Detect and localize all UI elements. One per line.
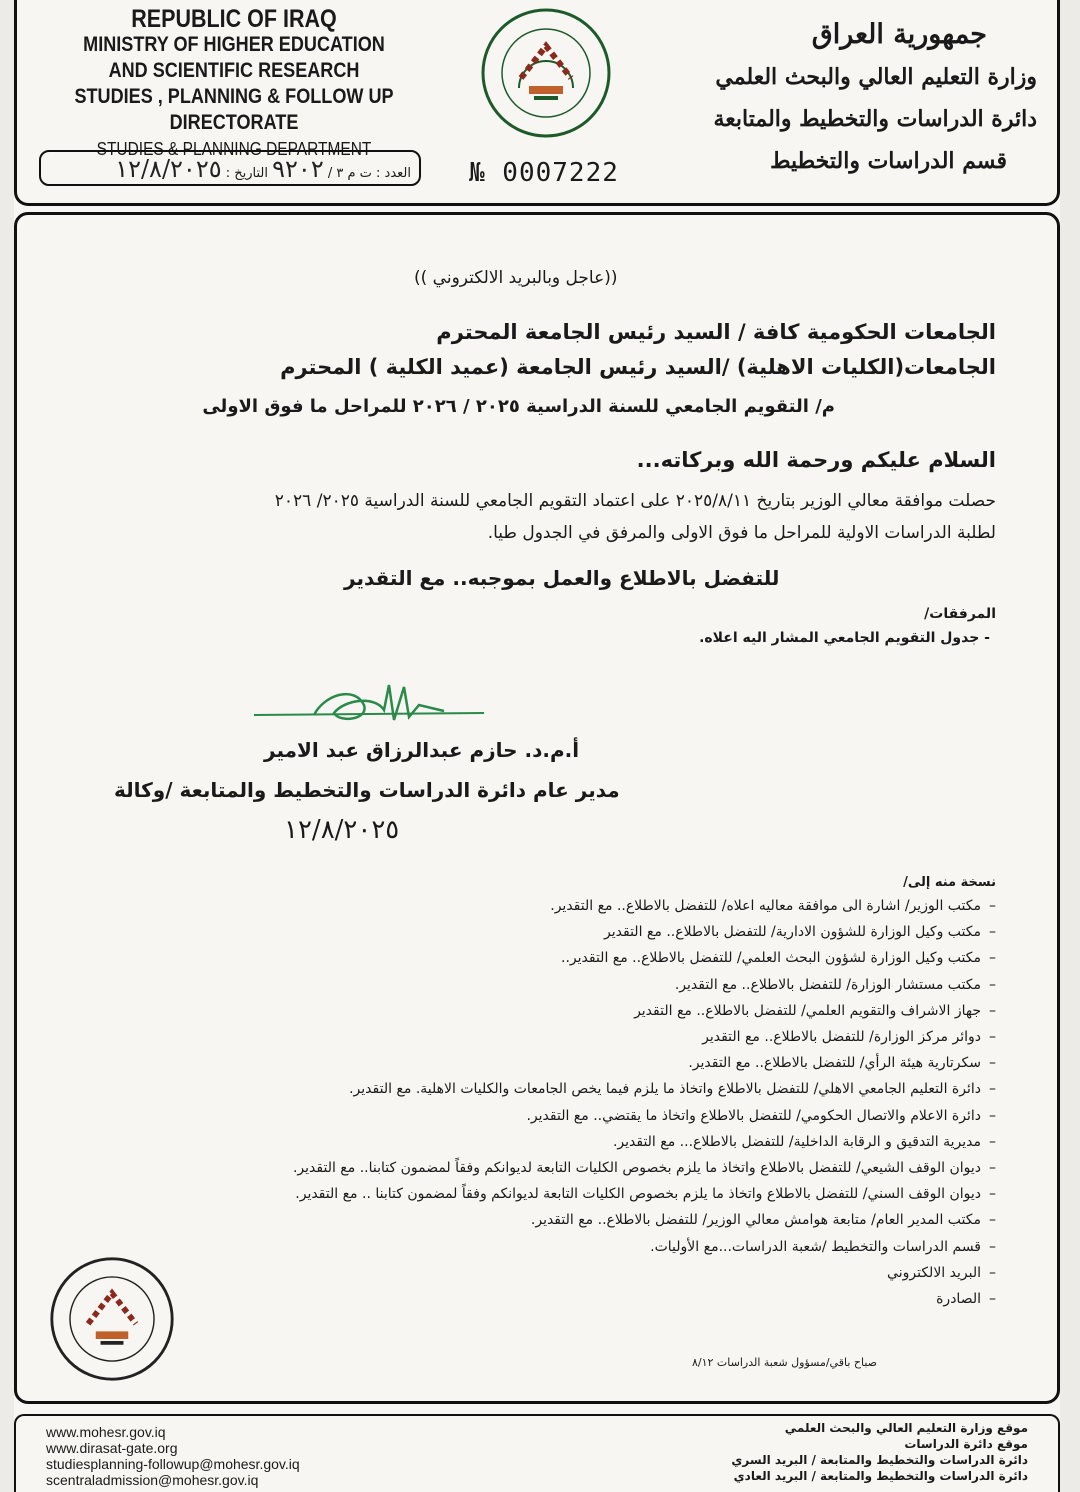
ministry-name-en-2: AND SCIENTIFIC RESEARCH bbox=[108, 59, 360, 82]
cc-item bbox=[702, 1029, 996, 1045]
date-value: ١٢/٨/٢٠٢٥ bbox=[115, 155, 222, 183]
cc-item-text: ديوان الوقف السني/ للتفضل بالاطلاع واتخاذ ما يلزم بخصوص الكليات التابعة لديوانكم وفقاً لمضمون كتابنا .. مع التقدير. bbox=[295, 1186, 981, 1203]
ministry-name-ar: وزارة التعليم العالي والبحث العلمي bbox=[715, 64, 1037, 90]
footer-labels bbox=[731, 1420, 1028, 1484]
greeting: السلام عليكم ورحمة الله وبركاته... bbox=[636, 448, 996, 472]
cc-item-text: ديوان الوقف الشيعي/ للتفضل بالاطلاع واتخاذ ما يلزم بخصوص الكليات التابعة لديوانكم وفقاً لمضمون كتابنا.. مع التقدير. bbox=[292, 1160, 981, 1176]
ministry-seal-bottom-icon bbox=[48, 1255, 176, 1383]
cc-item-text: جهاز الاشراف والتقويم العلمي/ للتفضل بالاطلاع.. مع التقدير bbox=[634, 1002, 981, 1019]
addressee-2: الجامعات(الكليات الاهلية) /السيد رئيس الجامعة (عميد الكلية ) المحترم bbox=[280, 355, 996, 379]
department-name-ar: قسم الدراسات والتخطيط bbox=[770, 148, 1007, 174]
directorate-name-en: STUDIES , PLANNING & FOLLOW UP DIRECTORATE bbox=[74, 85, 394, 134]
cc-item bbox=[349, 1081, 996, 1097]
cc-item bbox=[936, 1291, 996, 1307]
cc-dash: – bbox=[989, 950, 996, 967]
cc-item-text: البريد الالكتروني bbox=[887, 1264, 981, 1281]
subject-line: م/ التقويم الجامعي للسنة الدراسية ٢٠٢٥ / ٢٠٢٦ للمراحل ما فوق الاولى bbox=[202, 396, 835, 417]
cc-dash: – bbox=[989, 1291, 996, 1307]
preparer-note: صباح باقي/مسؤول شعبة الدراسات ٨/١٢ bbox=[692, 1356, 877, 1369]
department-name-en: STUDIES & PLANNING DEPARTMENT bbox=[96, 139, 372, 159]
cc-item bbox=[561, 950, 996, 966]
cc-dash: – bbox=[989, 1186, 996, 1203]
ministry-seal-icon bbox=[479, 6, 613, 140]
footer-label-1: موقع وزارة التعليم العالي والبحث العلمي bbox=[784, 1421, 1028, 1435]
cc-item bbox=[550, 898, 996, 914]
cc-item-text: دائرة التعليم الجامعي الاهلي/ للتفضل بالاطلاع واتخاذ ما يلزم فيما يخص الجامعات والكليات الاهلية. مع التقدير. bbox=[349, 1081, 981, 1098]
cc-dash: – bbox=[989, 924, 996, 941]
cc-dash: – bbox=[989, 1081, 996, 1098]
reference-number-box bbox=[39, 150, 421, 186]
footer-contacts bbox=[46, 1424, 300, 1488]
cc-item-text: سكرتارية هيئة الرأي/ للتفضل بالاطلاع.. مع التقدير. bbox=[688, 1055, 981, 1072]
cc-dash: – bbox=[989, 976, 996, 993]
urgent-note: ((عاجل وبالبريد الالكتروني )) bbox=[414, 268, 618, 288]
country-name-en: REPUBLIC OF IRAQ bbox=[131, 5, 337, 33]
cc-item bbox=[295, 1186, 996, 1202]
cc-dash: – bbox=[989, 898, 996, 914]
serial-number: № 0007222 bbox=[469, 158, 619, 188]
letter-page bbox=[14, 0, 1060, 1492]
cc-item-text: دائرة الاعلام والاتصال الحكومي/ للتفضل بالاطلاع واتخاذ ما يقتضي.. مع التقدير. bbox=[526, 1107, 981, 1124]
cc-item-text: مكتب مستشار الوزارة/ للتفضل بالاطلاع.. مع التقدير. bbox=[674, 976, 981, 993]
country-name-ar: جمهورية العراق bbox=[811, 19, 987, 50]
cc-item bbox=[531, 1212, 996, 1228]
footer-link-dirasat[interactable]: www.dirasat-gate.org bbox=[46, 1440, 178, 1456]
ministry-name-en-1: MINISTRY OF HIGHER EDUCATION bbox=[83, 33, 385, 56]
cc-item bbox=[688, 1055, 996, 1071]
cc-dash: – bbox=[989, 1264, 996, 1281]
cc-item-text: دوائر مركز الوزارة/ للتفضل بالاطلاع.. مع التقدير bbox=[702, 1029, 981, 1045]
cc-item bbox=[293, 1160, 996, 1176]
cc-heading: نسخة منه إلى/ bbox=[903, 875, 996, 890]
cc-dash: – bbox=[989, 1055, 996, 1072]
number-label: العدد : ت م ٣ / bbox=[327, 166, 411, 181]
number-value: ٩٢٠٢ bbox=[272, 155, 324, 183]
letterhead bbox=[14, 0, 1060, 206]
signature-date: ١٢/٨/٢٠٢٥ bbox=[284, 815, 400, 845]
footer-email-central[interactable]: scentraladmission@mohesr.gov.iq bbox=[46, 1472, 259, 1488]
cc-item-text: مديرية التدقيق و الرقابة الداخلية/ للتفضل بالاطلاع... مع التقدير. bbox=[612, 1133, 981, 1150]
letterhead-english bbox=[66, 6, 401, 162]
footer-label-4: دائرة الدراسات والتخطيط والمتابعة / البريد العادي bbox=[733, 1469, 1028, 1483]
signatory-name: أ.م.د. حازم عبدالرزاق عبد الامير bbox=[264, 738, 580, 762]
cc-dash: – bbox=[989, 1133, 996, 1150]
cc-item bbox=[526, 1108, 996, 1124]
cc-dash: – bbox=[989, 1002, 996, 1019]
cc-item-text: مكتب المدير العام/ متابعة هوامش معالي الوزير/ للتفضل بالاطلاع.. مع التقدير. bbox=[530, 1212, 981, 1229]
signatory-title: مدير عام دائرة الدراسات والتخطيط والمتابعة /وكالة bbox=[114, 778, 620, 802]
cc-dash: – bbox=[989, 1238, 996, 1255]
body-paragraph-line-2: لطلبة الدراسات الاولية للمراحل ما فوق الاولى والمرفق في الجدول طيا. bbox=[487, 523, 996, 543]
cc-item-text: مكتب وكيل الوزارة لشؤون البحث العلمي/ للتفضل بالاطلاع.. مع التقدير.. bbox=[561, 950, 981, 967]
footer-label-2: موقع دائرة الدراسات bbox=[904, 1437, 1028, 1451]
cc-item-text: الصادرة bbox=[936, 1291, 981, 1307]
cc-item-text: مكتب وكيل الوزارة للشؤون الادارية/ للتفضل بالاطلاع.. مع التقدير bbox=[604, 924, 981, 941]
cc-item bbox=[604, 924, 996, 940]
closing-line: للتفضل بالاطلاع والعمل بموجبه.. مع التقدير bbox=[344, 566, 780, 590]
footer-link-ministry[interactable]: www.mohesr.gov.iq bbox=[46, 1424, 166, 1440]
cc-item bbox=[634, 1003, 996, 1019]
cc-item bbox=[887, 1265, 996, 1281]
cc-dash: – bbox=[989, 1107, 996, 1124]
cc-item bbox=[650, 1239, 996, 1255]
letter-footer bbox=[14, 1414, 1060, 1492]
attachment-item: - جدول التقويم الجامعي المشار اليه اعلاه. bbox=[699, 630, 990, 646]
cc-dash: – bbox=[989, 1160, 996, 1176]
body-paragraph-line-1: حصلت موافقة معالي الوزير بتاريخ ٢٠٢٥/٨/١١ على اعتماد التقويم الجامعي للسنة الدراسية ٢٠٢٥/ ٢٠٢٦ bbox=[274, 491, 996, 511]
footer-email-studies[interactable]: studiesplanning-followup@mohesr.gov.iq bbox=[46, 1456, 300, 1472]
cc-item-text: مكتب الوزير/ اشارة الى موافقة معاليه اعلاه/ للتفضل بالاطلاع.. مع التقدير. bbox=[550, 898, 981, 914]
addressee-1: الجامعات الحكومية كافة / السيد رئيس الجامعة المحترم bbox=[436, 320, 996, 344]
letterhead-arabic bbox=[697, 14, 1037, 182]
cc-item-text: قسم الدراسات والتخطيط /شعبة الدراسات...مع الأوليات. bbox=[650, 1238, 981, 1255]
directorate-name-ar: دائرة الدراسات والتخطيط والمتابعة bbox=[713, 106, 1037, 132]
footer-label-3: دائرة الدراسات والتخطيط والمتابعة / البريد السري bbox=[731, 1453, 1028, 1467]
cc-dash: – bbox=[989, 1212, 996, 1229]
signature-scribble-icon bbox=[244, 675, 494, 735]
date-label: التاريخ : bbox=[225, 166, 268, 181]
attachments-label: المرفقات/ bbox=[924, 606, 996, 622]
cc-dash: – bbox=[989, 1029, 996, 1045]
cc-item bbox=[675, 977, 996, 993]
cc-item bbox=[613, 1134, 996, 1150]
